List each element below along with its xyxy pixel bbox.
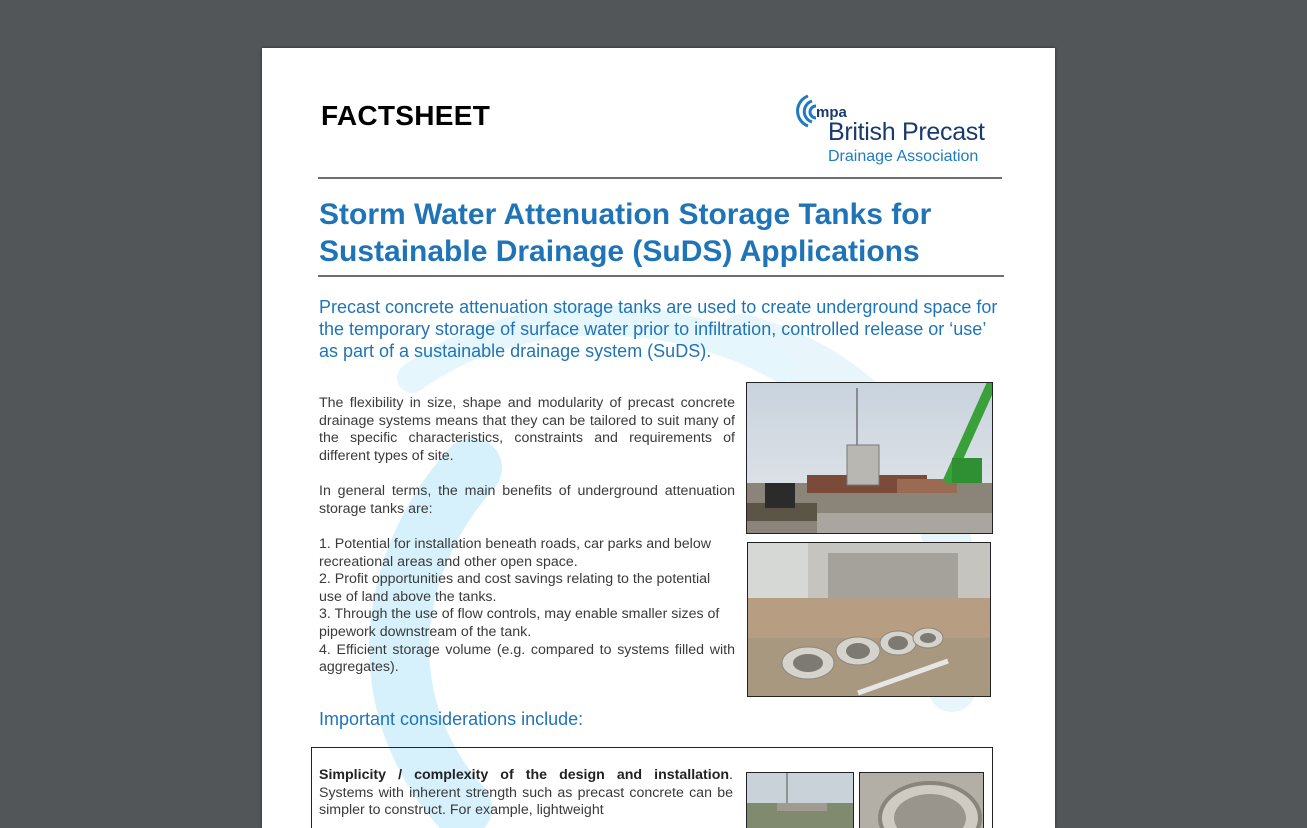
consideration-heading: Simplicity / complexity of the design and installation: [319, 767, 730, 783]
list-item: 4. Efficient storage volume (e.g. compared to systems filled with aggregates).: [319, 641, 735, 676]
photo-considerations-lift: [746, 772, 854, 828]
consideration-simplicity: [319, 767, 733, 820]
list-item: 1. Potential for installation beneath roads, car parks and below recreational areas and other open space.: [319, 536, 711, 570]
logo-name-line1: British Precast: [828, 118, 985, 146]
factsheet-label: FACTSHEET: [321, 100, 491, 131]
photo-precast-pipes-site: [747, 542, 991, 697]
photo-crane-lifting-tank: [746, 382, 993, 534]
flexibility-paragraph: [319, 395, 735, 465]
list-item: 3. Through the use of flow controls, may enable smaller sizes of pipework downstream of the tank.: [319, 606, 720, 640]
benefits-intro-paragraph: [319, 483, 735, 518]
paragraph-flexibility: The flexibility in size, shape and modularity of precast concrete drainage systems means that they can be tailored to suit many of the specific characteristics, constraints and requirements of different types of site.: [319, 395, 735, 464]
title-divider: [318, 275, 1004, 277]
considerations-heading: Important considerations include:: [319, 709, 584, 729]
intro-paragraph: Precast concrete attenuation storage tanks are used to create underground space for the temporary storage of surface water prior to infiltration, controlled release or ‘use’ as part of a sustainable drainage system (SuDS).: [319, 297, 998, 361]
document-page: [262, 48, 1055, 828]
paragraph-benefits-intro: In general terms, the main benefits of underground attenuation storage tanks are:: [319, 483, 735, 517]
logo-name-line2: Drainage Association: [828, 148, 979, 165]
logo-mpa-text: mpa: [816, 104, 847, 121]
list-item: 2. Profit opportunities and cost savings relating to the potential use of land above the tanks.: [319, 571, 711, 605]
consideration-body: . Systems with inherent strength such as precast concrete can be simpler to construct. For example, lightweight: [319, 767, 733, 819]
page-title: [319, 196, 1019, 270]
benefits-list: [319, 536, 735, 677]
header-divider: [318, 177, 1002, 179]
title-line-2: Sustainable Drainage (SuDS) Applications: [319, 235, 920, 268]
bpda-logo: [792, 92, 1002, 172]
title-line-1: Storm Water Attenuation Storage Tanks for: [319, 198, 932, 231]
photo-considerations-pipe: [859, 772, 984, 828]
